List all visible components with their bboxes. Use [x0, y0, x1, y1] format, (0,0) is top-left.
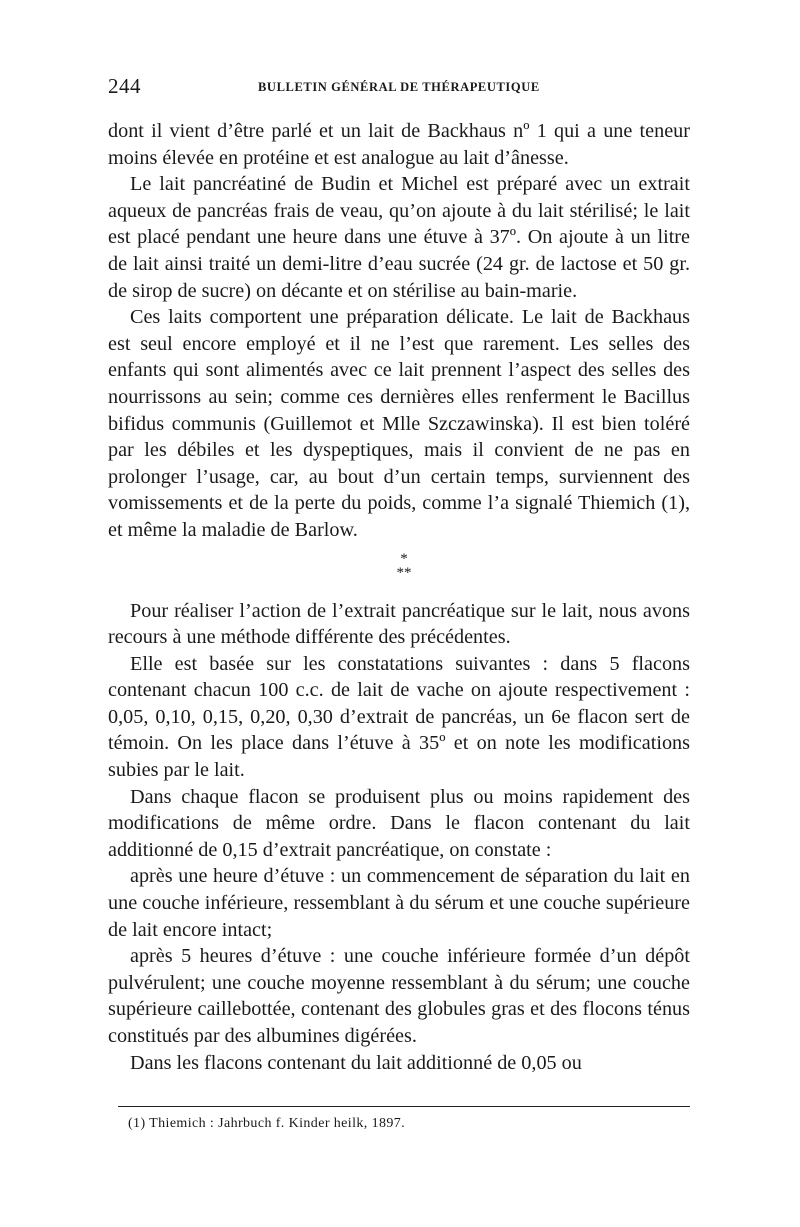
asterism-divider	[108, 552, 690, 580]
paragraph-flacons-contenant: Dans les flacons contenant du lait additionné de 0,05 ou	[130, 1051, 582, 1074]
paragraph-action-extrait: Pour réaliser l’action de l’extrait pancréatique sur le lait, nous avons recours à une méthode différente des précédentes.	[108, 599, 690, 649]
footnote: (1) Thiemich : Jahrbuch f. Kinder heilk, 1897.	[128, 1116, 406, 1131]
paragraph-backhaus: Ces laits comportent une préparation délicate. Le lait de Backhaus est seul encore employé et il ne l’est que rarement. Les selles des enfants qui sont alimentés avec ce lait prennent l’aspect des selles des nourrissons au sein; comme ces dernières elles renferment le Bacillus bifidus communis (Guillemot et Mlle Szczawinska). Il est bien toléré par les débiles et les dyspeptiques, mais il convient de ne pas en prolonger l’usage, car, au bout d’un certain temps, surviennent des vomissements et de la perte du poids, comme l’a signalé Thiemich (1), et même la maladie de Barlow.	[108, 306, 690, 541]
paragraph-continuation: dont il vient d’être parlé et un lait de Backhaus nº 1 qui a une teneur moins élevée en protéine et est analogue au lait d’ânesse.	[108, 120, 690, 169]
asterism-top: *	[400, 550, 408, 567]
paragraph-budin-michel: Le lait pancréatiné de Budin et Michel est préparé avec un extrait aqueux de pancréas frais de veau, qu’on ajoute à du lait stérilisé; le lait est placé pendant une heure dans une étuve à 37º. On ajoute à un litre de lait ainsi traité un demi-litre d’eau sucrée (24 gr. de lactose et 50 gr. de sirop de sucre) on décante et on stérilise au bain-marie.	[108, 173, 690, 302]
paragraph-chaque-flacon: Dans chaque flacon se produisent plus ou moins rapidement des modifications de même ordre. Dans le flacon contenant du lait additionné de 0,15 d’extrait pancréatique, on constate :	[108, 785, 690, 861]
paragraph-cinq-heures: après 5 heures d’étuve : une couche inférieure formée d’un dépôt pulvérulent; une couche moyenne ressemblant à du sérum; une couche supérieure caillebottée, contenant des globules gras et des flocons ténus constitués par des albumines digérées.	[108, 945, 690, 1047]
footnote-divider	[118, 1106, 690, 1107]
running-title: BULLETIN GÉNÉRAL DE THÉRAPEUTIQUE	[258, 80, 540, 94]
page-header	[108, 74, 690, 102]
paragraph-constatations: Elle est basée sur les constatations suivantes : dans 5 flacons contenant chacun 100 c.c. de lait de vache on ajoute respectivement : 0,05, 0,10, 0,15, 0,20, 0,30 d’extrait de pancréas, un 6e flacon sert de témoin. On les place dans l’étuve à 35º et on note les modifications subies par le lait.	[108, 652, 690, 782]
asterism-bottom: **	[396, 564, 412, 581]
paragraph-une-heure: après une heure d’étuve : un commencement de séparation du lait en une couche inférieure, ressemblant à du sérum et une couche supérieure de lait encore intact;	[108, 865, 690, 941]
page-number: 244	[108, 74, 141, 98]
body-text	[108, 118, 690, 1076]
